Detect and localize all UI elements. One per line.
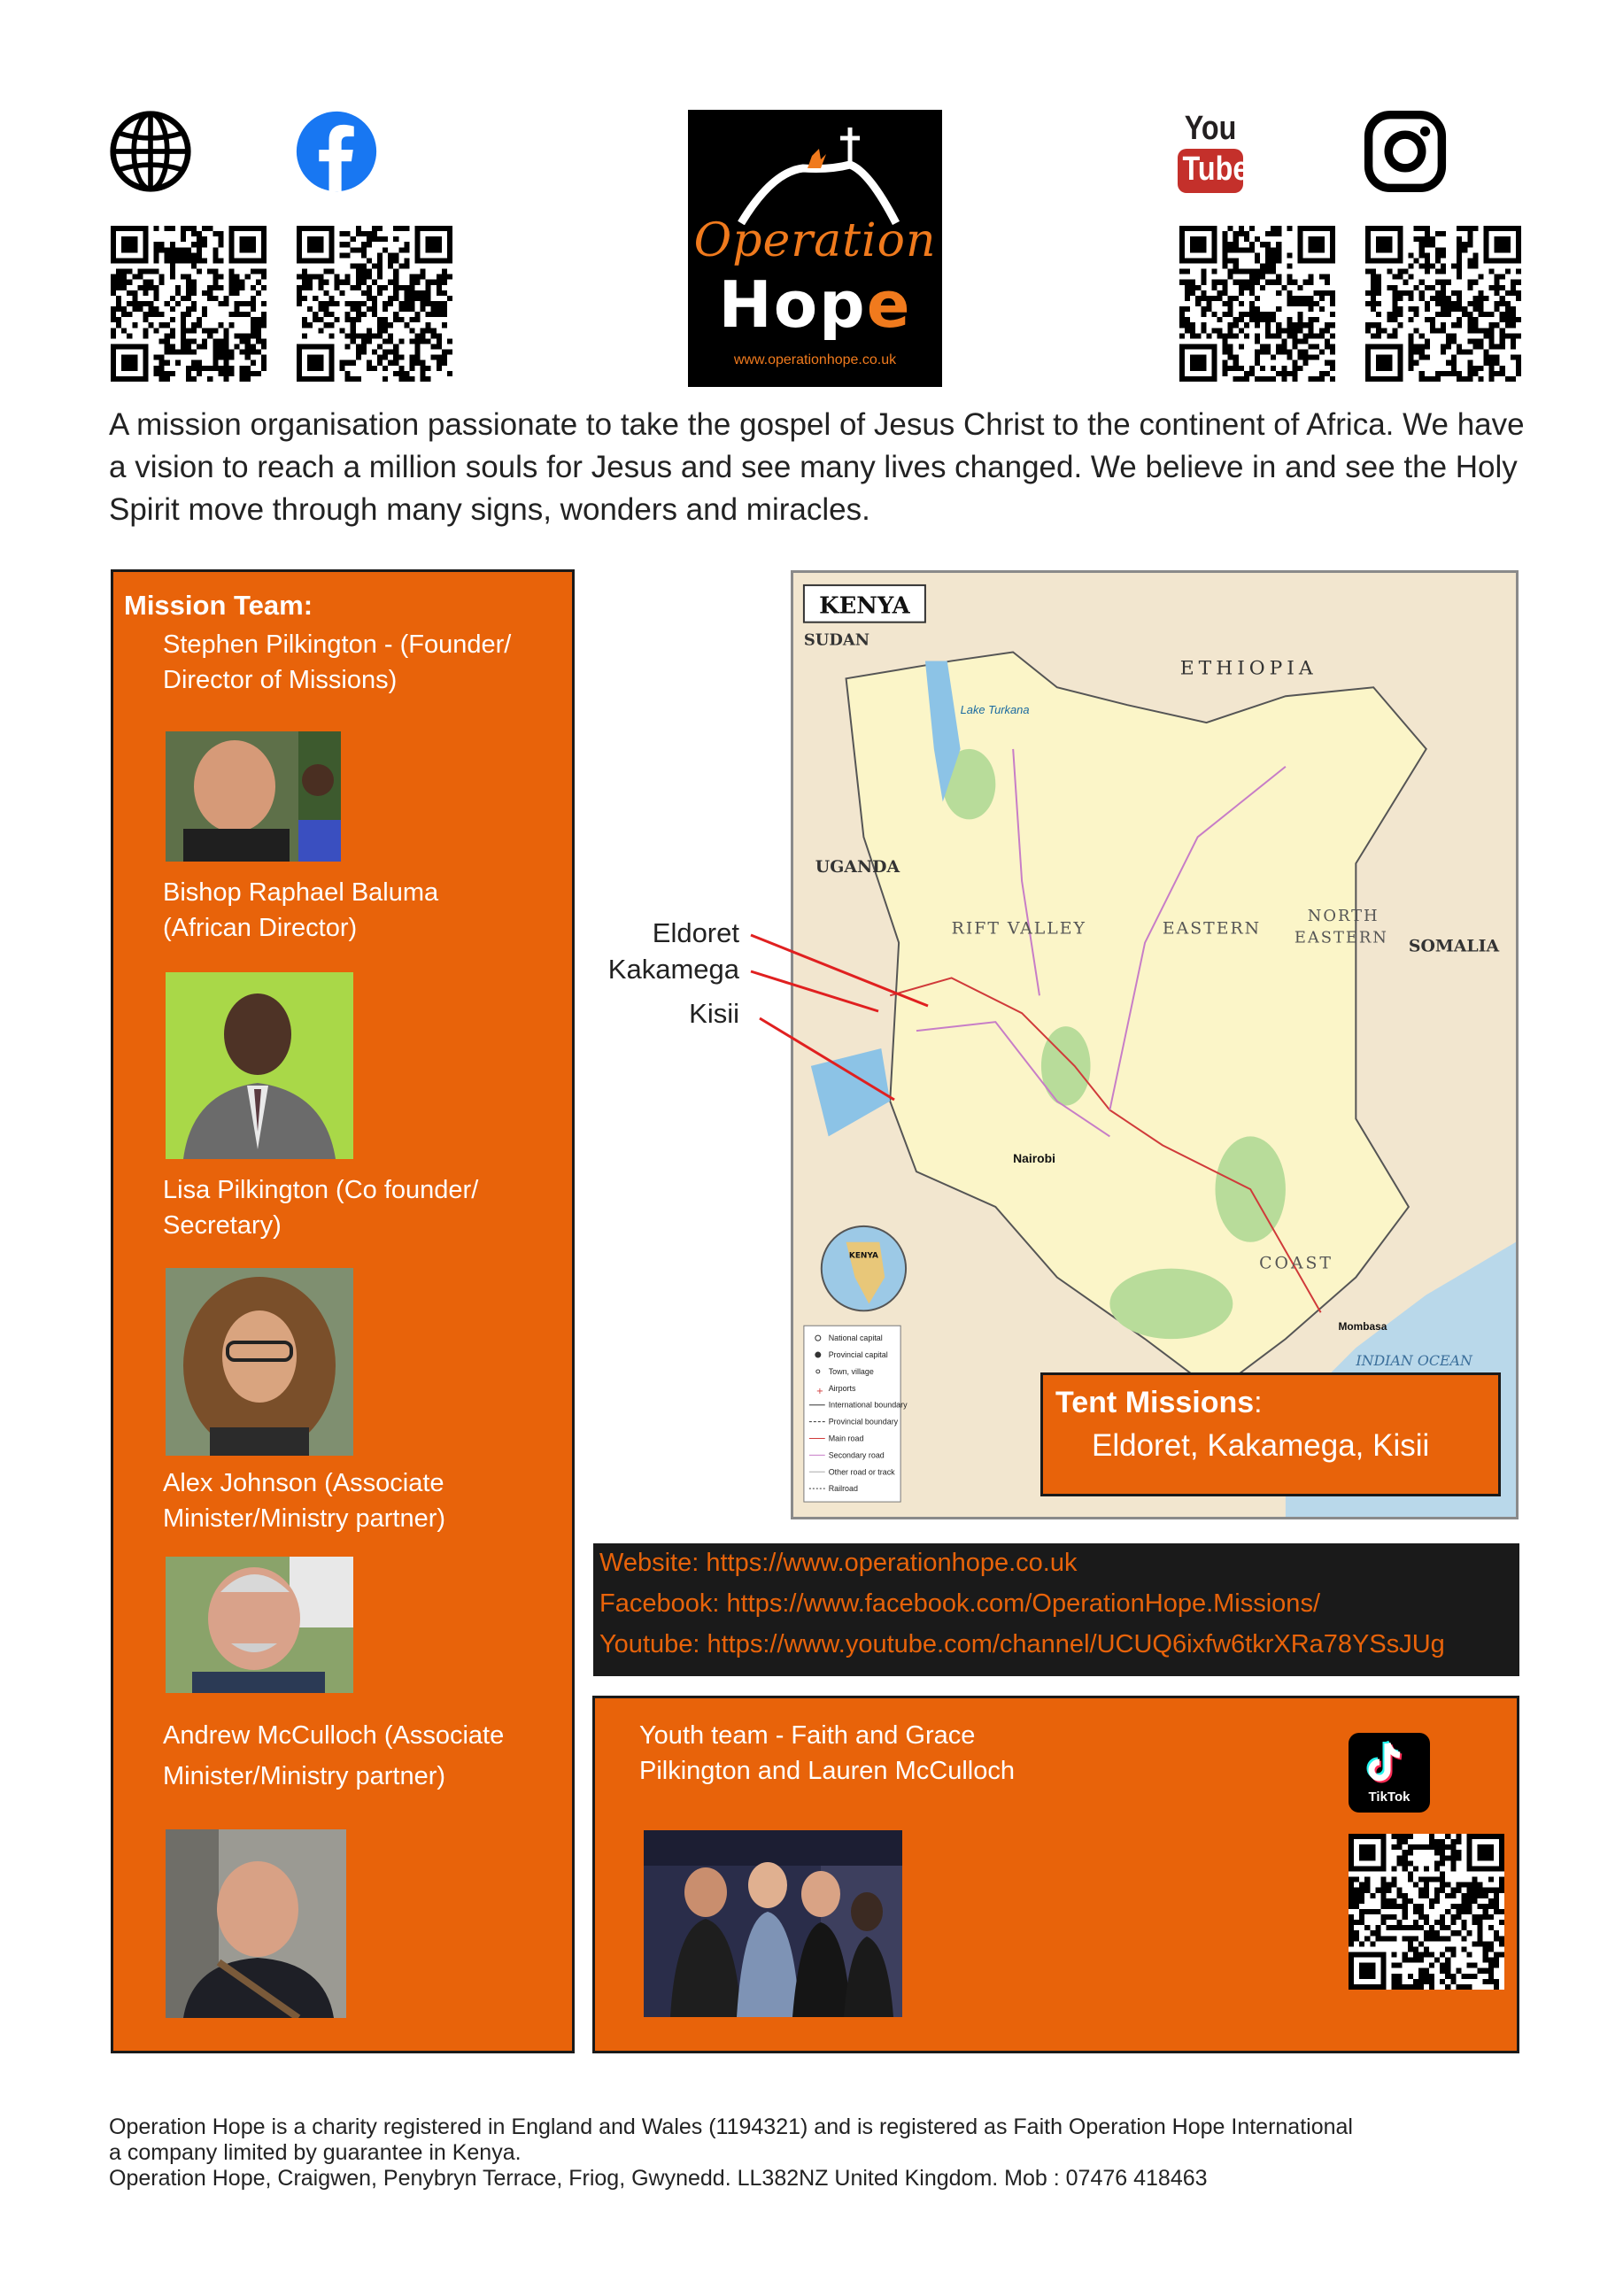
team-member: Alex Johnson (Associate Minister/Ministry partner) (163, 1469, 446, 1533)
map-inset-label: KENYA (848, 1251, 878, 1261)
svg-text:Airports: Airports (828, 1383, 856, 1393)
callout-kakamega: Kakamega (607, 954, 739, 985)
map-label-eastern: EASTERN (1162, 918, 1262, 939)
youtube-qr-code[interactable] (1179, 226, 1335, 382)
map-label-somalia: SOMALIA (1408, 936, 1500, 956)
logo-hope-text: Hope (718, 267, 912, 342)
svg-text:Other road or track: Other road or track (828, 1467, 895, 1477)
tent-missions-title: Tent Missions: (1055, 1386, 1263, 1419)
map-label-lake: Lake Turkana (960, 703, 1030, 717)
photo-youth-team (644, 1830, 902, 2017)
map-label-indian-ocean: INDIAN OCEAN (1356, 1351, 1472, 1369)
svg-text:Main road: Main road (828, 1434, 864, 1443)
facebook-icon[interactable] (295, 110, 378, 193)
team-member: Lisa Pilkington (Co founder/ Secretary) (163, 1176, 479, 1240)
facebook-link[interactable]: Facebook: https://www.facebook.com/OperationHope.Missions/ (599, 1589, 1320, 1618)
youtube-icon[interactable] (1178, 110, 1249, 195)
map-label-sudan: SUDAN (803, 630, 870, 650)
logo-operation-text: Operation (693, 214, 937, 267)
tent-missions-box (1040, 1372, 1501, 1496)
map-label-rift-valley: RIFT VALLEY (951, 918, 1086, 939)
team-member: Bishop Raphael Baluma (African Director) (163, 878, 439, 942)
mission-team-heading: Mission Team: (124, 590, 313, 621)
svg-text:Railroad: Railroad (828, 1484, 858, 1494)
map-label-north: NORTH (1307, 906, 1380, 925)
map-label-ethiopia: ETHIOPIA (1179, 657, 1318, 680)
svg-text:Provincial boundary: Provincial boundary (828, 1417, 899, 1426)
photo-andrew-mcculloch (166, 1829, 346, 2018)
tiktok-label: TikTok (1368, 1790, 1410, 1805)
website-link[interactable]: Website: https://www.operationhope.co.uk (599, 1549, 1078, 1577)
svg-text:Town, village: Town, village (828, 1366, 874, 1376)
callout-eldoret: Eldoret (652, 917, 739, 948)
instagram-icon[interactable] (1364, 110, 1447, 193)
photo-raphael-baluma (166, 972, 353, 1159)
map-label-coast: COAST (1259, 1253, 1333, 1273)
svg-text:Secondary road: Secondary road (828, 1450, 885, 1460)
logo-url: www.operationhope.co.uk (733, 352, 897, 367)
links-box (593, 1543, 1519, 1676)
website-qr-code[interactable] (111, 226, 267, 382)
photo-alex-johnson (166, 1557, 353, 1693)
tiktok-qr-code[interactable] (1349, 1834, 1504, 1990)
youtube-link[interactable]: Youtube: https://www.youtube.com/channel/UCUQ6ixfw6tkrXRa78YSsJUg (599, 1630, 1445, 1658)
youth-team-text: Youth team - Faith and Grace Pilkington and Lauren McCulloch (639, 1721, 1015, 1785)
map-label-nairobi: Nairobi (1013, 1151, 1055, 1166)
tent-missions-places: Eldoret, Kakamega, Kisii (1092, 1428, 1430, 1463)
photo-lisa-pilkington (166, 1268, 353, 1456)
svg-text:International boundary: International boundary (828, 1400, 908, 1410)
team-member: Stephen Pilkington - (Founder/ Director of Missions) (163, 630, 512, 694)
intro-paragraph: A mission organisation passionate to take the gospel of Jesus Christ to the continent of Africa. We have a vision to reach a million souls for Jesus and see many lives changed. We believe in and see the Holy Spirit move through many signs, wonders and miracles. (109, 407, 1525, 527)
footer: Operation Hope is a charity registered in England and Wales (1194321) and is registered as Faith Operation Hope International a company limited by guarantee in Kenya. Operation Hope, Craigwen, Penybryn Terrace, Friog, Gwynedd. LL382NZ United Kingdom. Mob : 07476 418463 (109, 2114, 1353, 2191)
operation-hope-logo (688, 110, 942, 387)
team-member: Andrew McCulloch (Associate Minister/Ministry partner) (163, 1721, 505, 1790)
map-label-mombasa: Mombasa (1338, 1320, 1387, 1334)
church-roof-icon (688, 110, 942, 225)
instagram-qr-code[interactable] (1365, 226, 1521, 382)
map-label-uganda: UGANDA (815, 857, 900, 877)
callout-arrows (726, 921, 956, 1116)
svg-text:National capital: National capital (828, 1334, 883, 1343)
svg-text:Provincial capital: Provincial capital (828, 1350, 888, 1360)
map-title: KENYA (819, 592, 910, 620)
youtube-you: You (1184, 110, 1237, 147)
callout-kisii: Kisii (689, 998, 739, 1029)
photo-stephen-pilkington (166, 731, 341, 862)
facebook-qr-code[interactable] (297, 226, 452, 382)
youtube-tube: Tube (1182, 151, 1249, 188)
globe-icon[interactable] (109, 110, 192, 193)
map-label-north-eastern: EASTERN (1294, 928, 1388, 947)
svg-text:+: + (815, 1386, 824, 1396)
tiktok-icon[interactable] (1349, 1733, 1430, 1813)
